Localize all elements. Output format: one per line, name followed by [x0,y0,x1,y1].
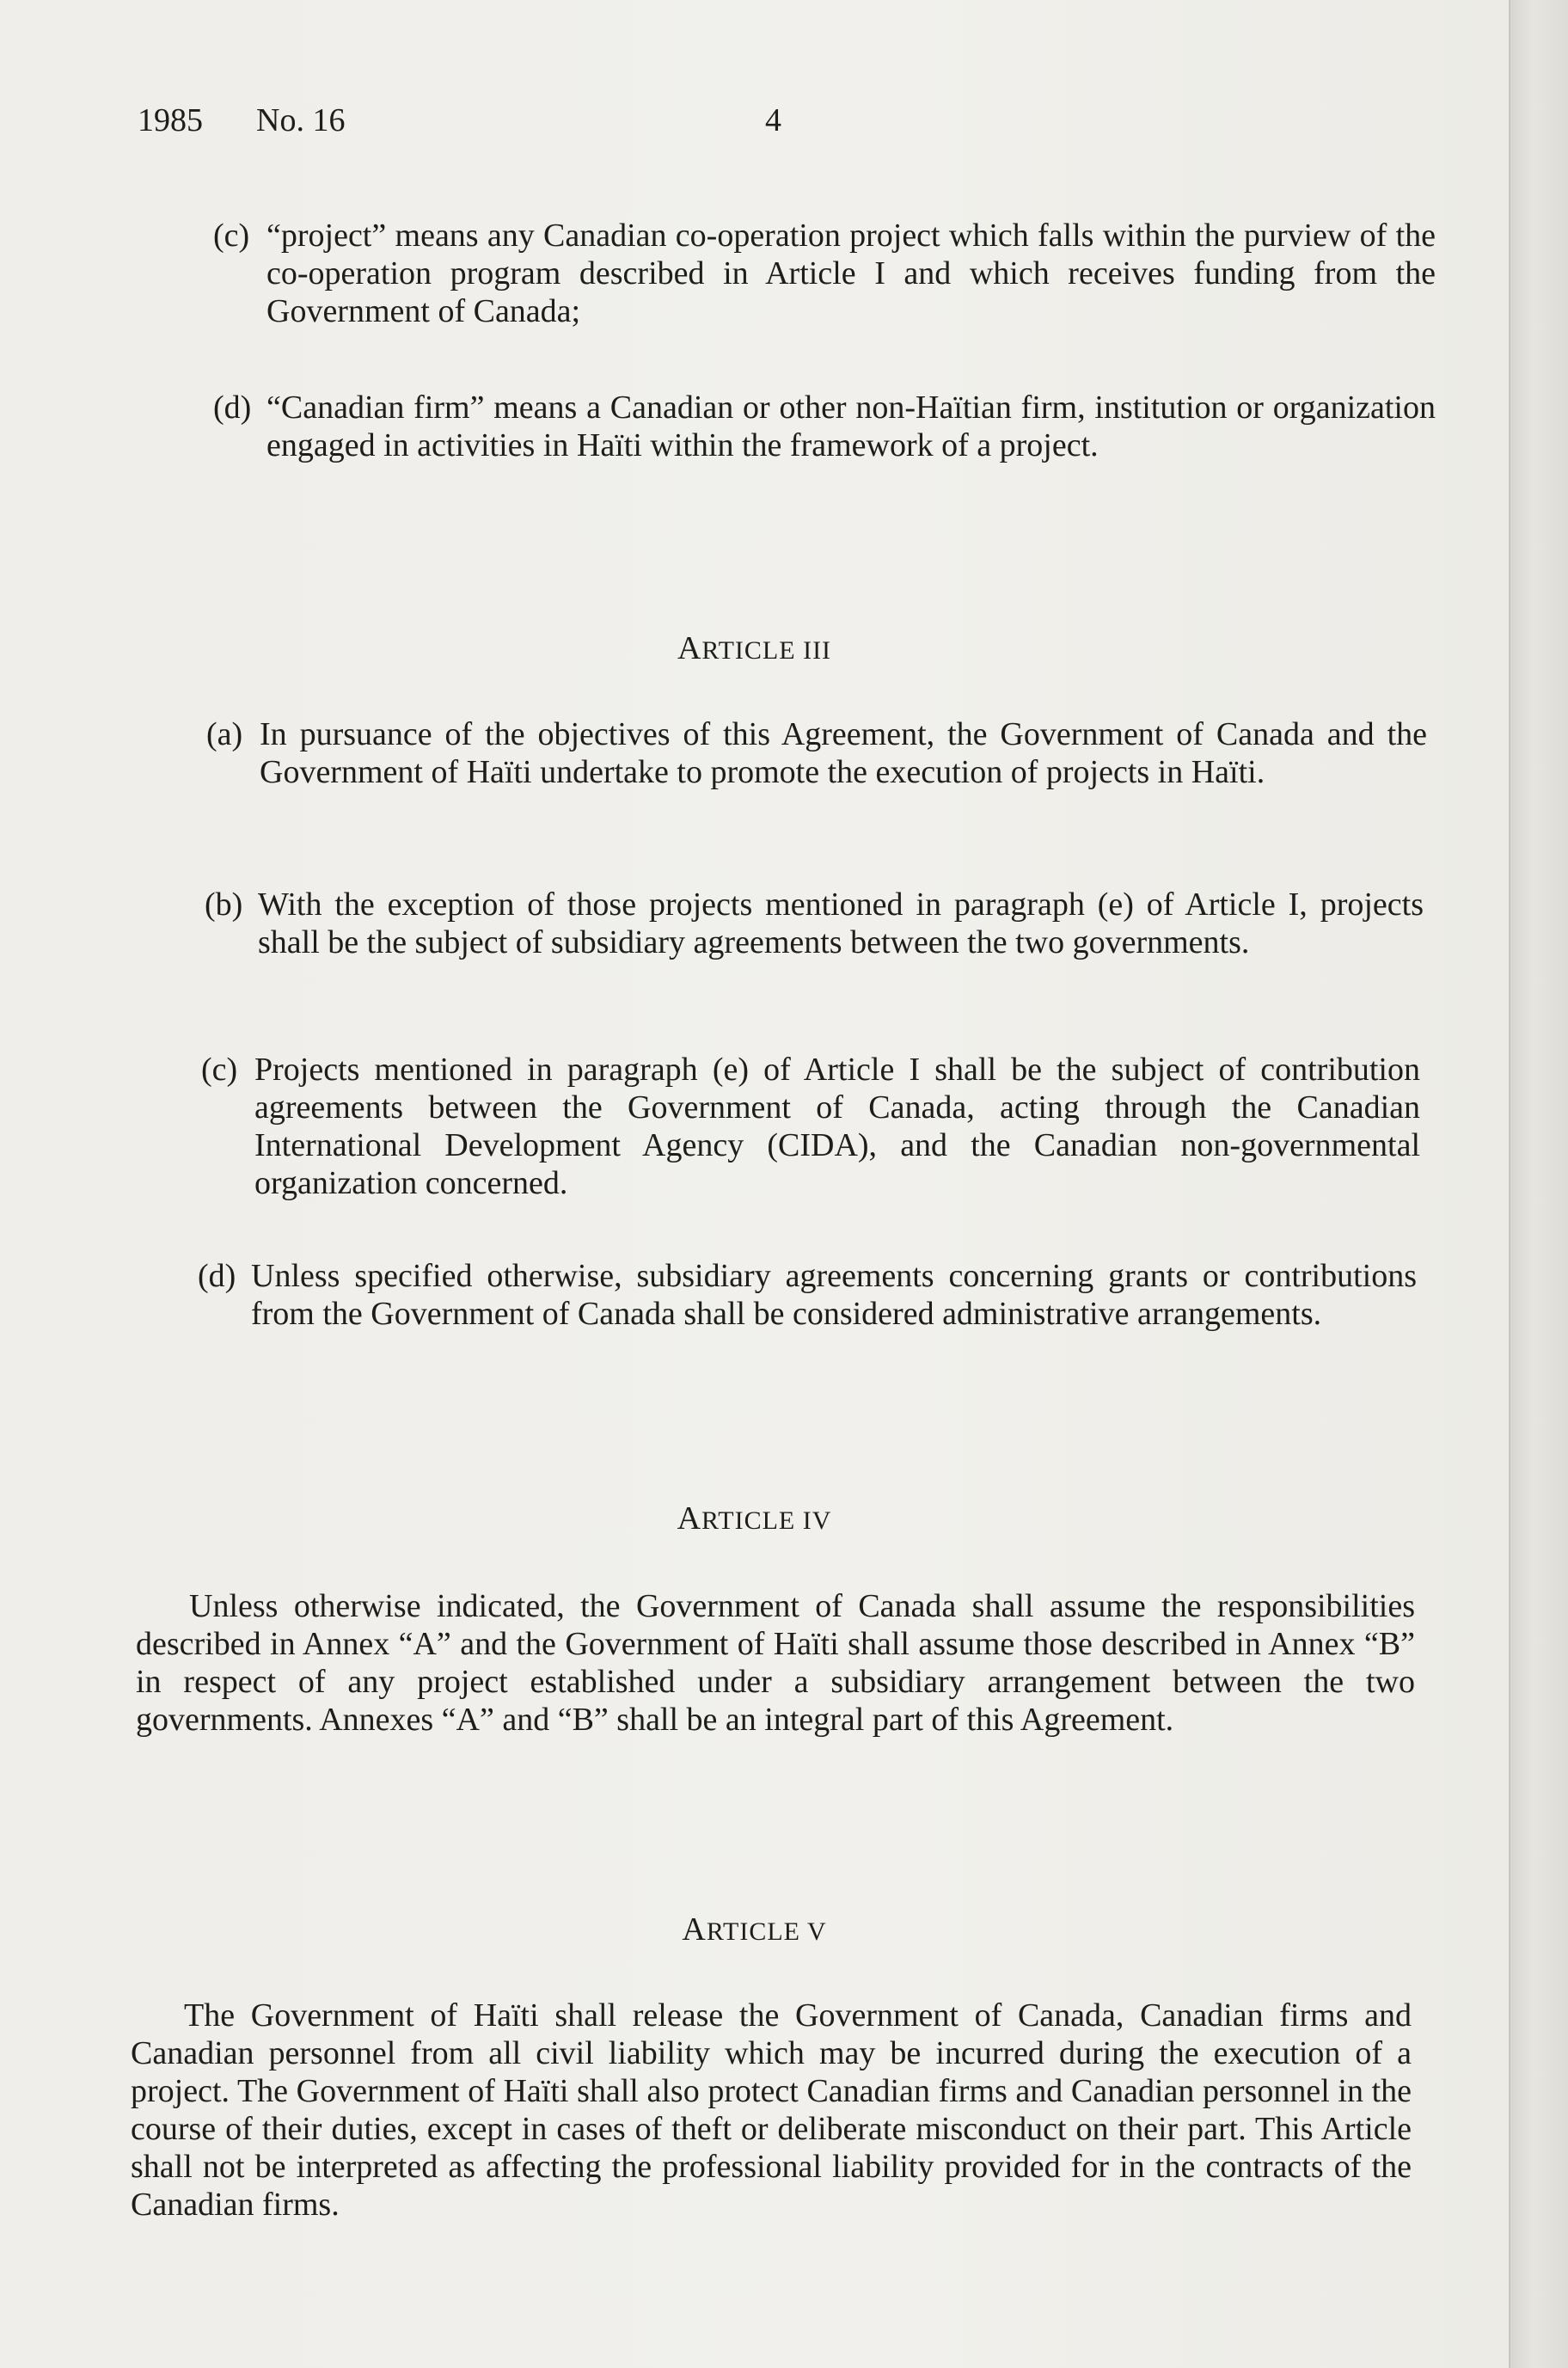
item-text: Projects mentioned in paragraph (e) of Article I shall be the subject of contribution agreements between the Government of Canada, acting through the Canadian International Development Agency (CIDA), and the Canadian non-governmental organization concerned. [254,1052,1420,1201]
item-label: (d) [213,390,252,426]
item-text: “Canadian firm” means a Canadian or other non-Haïtian firm, institution or organization engaged in activities in Haïti within the framework of a project. [266,390,1436,463]
article-iii-item-a [206,715,1427,791]
article-v-heading: ARTICLE V [682,1911,827,1948]
item-label: (b) [205,886,243,923]
article-iii-item-d [198,1257,1417,1333]
item-label: (c) [213,218,250,254]
article-ii-item-d [213,389,1436,464]
article-iv-heading: ARTICLE IV [677,1500,832,1537]
item-label: (c) [201,1052,238,1088]
header-number: No. 16 [256,102,346,138]
article-iii-item-c [201,1051,1420,1202]
item-text: “project” means any Canadian co-operation project which falls within the purview of the co-operation program described in Article I and which receives funding from the Government of Canada; [266,218,1436,329]
article-iii-item-b [205,886,1424,961]
article-iii-heading: ARTICLE III [677,630,832,666]
header-year: 1985 [138,102,203,138]
item-text: In pursuance of the objectives of this Agreement, the Government of Canada and the Government of Haïti undertake to promote the execution of projects in Haïti. [260,716,1427,790]
item-text: Unless specified otherwise, subsidiary agreements concerning grants or contributions from the Government of Canada shall be considered administrative arrangements. [251,1258,1417,1332]
header-page-number: 4 [765,102,781,138]
article-v-paragraph: The Government of Haïti shall release the Government of Canada, Canadian firms and Canadian personnel from all civil liability which may be incurred during the execution of a project. The Government of Haïti shall also protect Canadian firms and Canadian personnel in the course of their duties, except in cases of theft or deliberate misconduct on their part. This Article shall not be interpreted as affecting the professional liability provided for in the contracts of the Canadian firms. [131,1997,1412,2223]
item-label: (d) [198,1258,236,1294]
item-label: (a) [206,716,243,752]
page-edge [1509,0,1568,2368]
item-text: With the exception of those projects mentioned in paragraph (e) of Article I, projects shall be the subject of subsidiary agreements between the two governments. [258,886,1424,960]
article-iv-paragraph: Unless otherwise indicated, the Government of Canada shall assume the responsibilities described in Annex “A” and the Government of Haïti shall assume those described in Annex “B” in respect of any project established under a subsidiary arrangement between the two governments. Annexes “A” and “B” shall be an integral part of this Agreement. [136,1588,1415,1738]
article-ii-item-c [213,217,1436,330]
